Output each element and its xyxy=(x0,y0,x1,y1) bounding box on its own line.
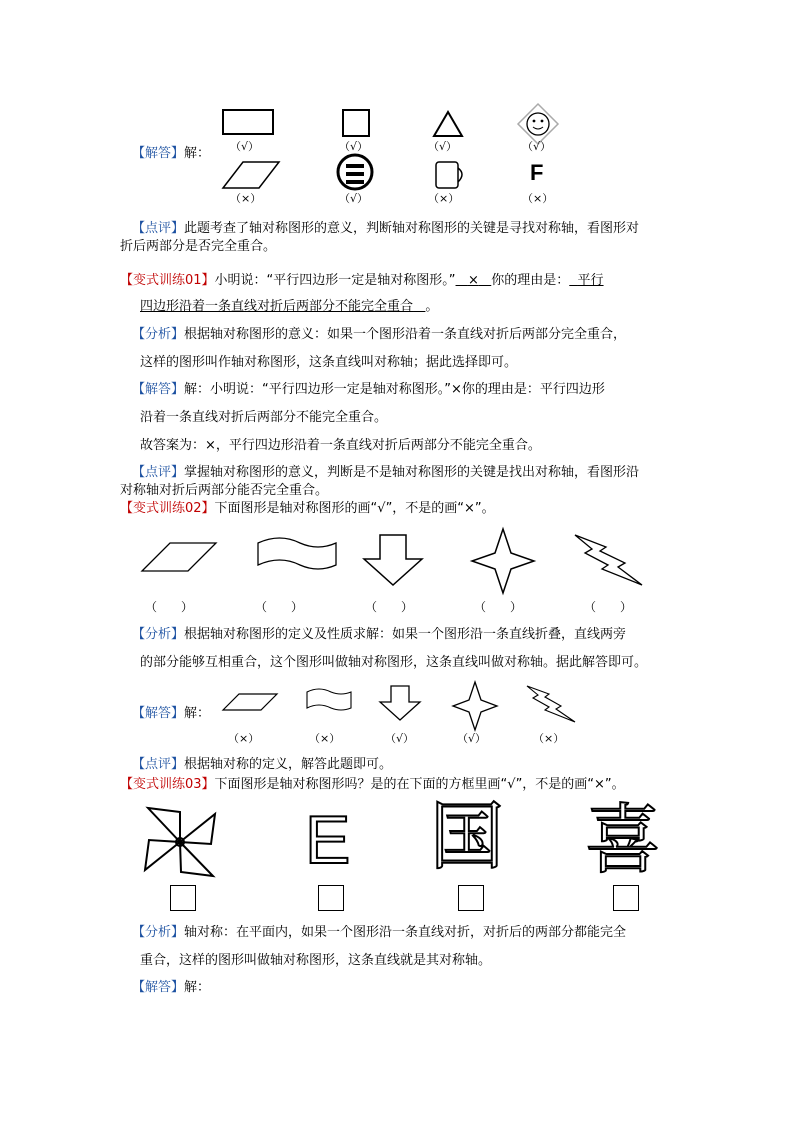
answer-tag: 【解答】 xyxy=(132,706,185,721)
ex1-answer-line2: 沿着一条直线对折后两部分不能完全重合。 xyxy=(140,410,388,425)
ex3-question: 【变式训练03】下面图形是轴对称图形吗？是的在下面的方框里画“√”，不是的画“×”。 xyxy=(120,777,625,792)
square-shape xyxy=(343,110,369,136)
ex2-blank[interactable]: （ ） xyxy=(145,600,194,614)
ex2-blank[interactable]: （ ） xyxy=(255,600,304,614)
answer-checkbox[interactable] xyxy=(170,885,196,911)
ex2-blank[interactable]: （ ） xyxy=(474,600,523,614)
answer-tag: 【解答】 xyxy=(132,146,185,161)
xi-character-figure: 喜 xyxy=(585,795,661,884)
wave-flag-shape xyxy=(258,538,336,569)
answer-blank: × xyxy=(467,273,479,288)
ex3-analysis-line2: 重合，这样的图形叫做轴对称图形，这条直线就是其对称轴。 xyxy=(140,953,492,968)
answer1-mark: （×） xyxy=(522,192,554,205)
lightning-shape xyxy=(575,535,642,585)
analysis-tag: 【分析】 xyxy=(132,627,185,642)
ex2-answer-mark: （√） xyxy=(385,732,415,745)
ex2-comment: 【点评】根据轴对称的定义，解答此题即可。 xyxy=(132,757,393,772)
exercise-tag: 【变式训练01】 xyxy=(120,273,215,288)
exercise-tag: 【变式训练02】 xyxy=(120,501,215,516)
reason-text: 四边形沿着一条直线对折后两部分不能完全重合 xyxy=(140,299,414,314)
answer-checkbox[interactable] xyxy=(458,885,484,911)
comment1-line2: 折后两部分是否完全重合。 xyxy=(120,239,277,254)
answer-tag: 【解答】 xyxy=(132,980,185,995)
ex1-analysis-line2: 这样的图形叫作轴对称图形，这条直线叫对称轴；据此选择即可。 xyxy=(140,355,518,370)
answer-checkbox[interactable] xyxy=(318,885,344,911)
ex2-answer-figures xyxy=(215,678,585,734)
comment-tag: 【点评】 xyxy=(132,465,185,480)
answer-tag: 【解答】 xyxy=(132,382,185,397)
ex2-blank[interactable]: （ ） xyxy=(584,600,633,614)
rectangle-shape xyxy=(223,110,273,134)
star-shape xyxy=(453,682,497,730)
ex2-answer-mark: （×） xyxy=(309,732,341,745)
ex1-comment-line2: 对称轴对折后两部分能否完全重合。 xyxy=(120,483,329,498)
analysis-tag: 【分析】 xyxy=(132,327,185,342)
comment-tag: 【点评】 xyxy=(132,757,185,772)
question-text: 你的理由是： xyxy=(491,273,570,288)
answer1-mark: （√） xyxy=(230,140,260,153)
answer1-mark: （×） xyxy=(230,192,262,205)
ex1-answer-line1: 【解答】解：小明说：“平行四边形一定是轴对称图形。”×你的理由是：平行四边形 xyxy=(132,382,605,397)
ex2-question: 【变式训练02】下面图形是轴对称图形的画“√”，不是的画“×”。 xyxy=(120,501,495,516)
star-shape xyxy=(472,529,534,593)
answer-checkbox[interactable] xyxy=(613,885,639,911)
ex2-answer-mark: （×） xyxy=(533,732,565,745)
triangle-shape xyxy=(434,112,462,136)
down-arrow-shape xyxy=(364,535,422,585)
ex1-analysis-line1: 【分析】根据轴对称图形的意义：如果一个图形沿着一条直线对折后两部分完全重合， xyxy=(132,327,627,342)
ex2-analysis-line1: 【分析】根据轴对称图形的定义及性质求解：如果一个图形沿一条直线折叠，直线两旁 xyxy=(132,627,627,642)
answer1-mark: （√） xyxy=(339,140,369,153)
answer1-heading xyxy=(132,145,210,163)
answer1-mark: （√） xyxy=(339,192,369,205)
question-text: 小明说：“平行四边形一定是轴对称图形。” xyxy=(214,273,456,288)
ex3-answer-heading: 【解答】解： xyxy=(132,980,211,995)
ex1-question-line2: 四边形沿着一条直线对折后两部分不能完全重合 。 xyxy=(140,299,439,314)
ex1-answer-line3: 故答案为：×，平行四边形沿着一条直线对折后两部分不能完全重合。 xyxy=(140,438,541,453)
reason-blank: 平行 xyxy=(577,273,604,288)
ex2-analysis-line2: 的部分能够互相重合，这个图形叫做轴对称图形，这条直线叫做对称轴。据此解答即可。 xyxy=(140,655,648,670)
letter-f: F xyxy=(530,160,544,185)
answer-label: 解： xyxy=(184,146,211,161)
guo-character-figure: 国 xyxy=(430,794,504,880)
cup-shape xyxy=(436,162,458,188)
ex2-answer-mark: （√） xyxy=(457,732,487,745)
ex1-question-line1 xyxy=(120,272,604,290)
wave-flag-shape xyxy=(307,689,351,710)
ex1-comment-line1: 【点评】掌握轴对称图形的意义，判断是不是轴对称图形的关键是找出对称轴，看图形沿 xyxy=(132,465,640,480)
answer1-mark: （×） xyxy=(428,192,460,205)
down-arrow-shape xyxy=(380,686,420,720)
ex2-answer-heading: 【解答】解： xyxy=(132,706,211,721)
lightning-shape xyxy=(527,686,575,722)
exercise-tag: 【变式训练03】 xyxy=(120,777,215,792)
comment1-line1 xyxy=(132,220,639,238)
answer1-mark: （√） xyxy=(428,140,458,153)
ex2-answer-mark: （×） xyxy=(228,732,260,745)
letter-e-figure: E xyxy=(305,802,351,878)
ex2-blank[interactable]: （ ） xyxy=(365,600,414,614)
pinwheel-figure xyxy=(133,800,228,885)
answer1-mark: （√） xyxy=(522,140,552,153)
parallelogram-shape xyxy=(223,694,277,710)
comment-tag: 【点评】 xyxy=(132,221,185,236)
comment-text: 此题考查了轴对称图形的意义，判断轴对称图形的关键是寻找对称轴，看图形对 xyxy=(184,221,640,236)
parallelogram-shape xyxy=(142,543,216,571)
analysis-tag: 【分析】 xyxy=(132,925,185,940)
ex3-analysis-line1: 【分析】轴对称：在平面内，如果一个图形沿一条直线对折，对折后的两部分都能完全 xyxy=(132,925,627,940)
parallelogram-shape xyxy=(223,162,279,188)
